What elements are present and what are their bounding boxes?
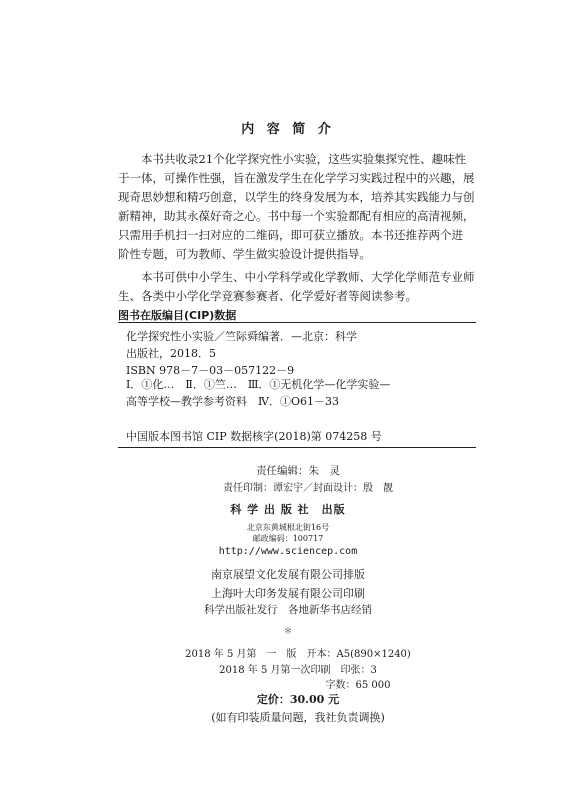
distributor: 科学出版社发行 各地新华书店经销 bbox=[204, 604, 372, 616]
quality-notice: (如有印装质量问题，我社负责调换) bbox=[211, 711, 385, 724]
cip-entry-line: ISBN 978－7－03－057122－9 bbox=[126, 364, 295, 377]
typesetter: 南京展望文化发展有限公司排版 bbox=[211, 568, 365, 581]
publisher-address: 北京东黄城根北街16号 bbox=[246, 523, 330, 532]
publisher-url: http://www.sciencep.com bbox=[218, 546, 358, 557]
cip-entry bbox=[126, 328, 476, 379]
postcode: 邮政编码：100717 bbox=[252, 534, 324, 543]
intro-line: 新精神，助其永葆好奇之心。书中每一个实验都配有相应的高清视频， bbox=[118, 209, 475, 223]
intro-line: 阶性专题，可为教师、学生做实验设计提供指导。 bbox=[118, 247, 371, 261]
cip-record-number: 中国版本图书馆 CIP 数据核字(2018)第 074258 号 bbox=[126, 430, 382, 443]
audience-line: 本书可供中小学生、中小学科学或化学教师、大学化学师范专业师 bbox=[118, 270, 475, 284]
cip-subject-line: Ⅰ．①化… Ⅱ．①竺… Ⅲ．①无机化学—化学实验— bbox=[126, 378, 391, 391]
intro-line: 只需用手机扫一扫对应的二维码，即可获立播放。本书还推荐两个进 bbox=[118, 228, 463, 242]
printing-info: 2018 年 5 月第一次印刷 印张：3 bbox=[219, 665, 377, 676]
word-count: 字数：65 000 bbox=[325, 680, 391, 691]
audience-paragraph bbox=[118, 268, 474, 306]
intro-line: 现奇思妙想和精巧创意，以学生的终身发展为本，培养其实践能力与创 bbox=[118, 190, 475, 204]
audience-line: 生、各类中小学化学竞赛参赛者、化学爱好者等阅读参考。 bbox=[118, 289, 417, 303]
cip-entry-line: 出版社，2018．5 bbox=[126, 347, 216, 360]
cip-top-rule bbox=[118, 322, 476, 323]
editor-credit: 责任编辑：朱 灵 bbox=[256, 465, 340, 477]
design-credit: 责任印制：谭宏宇／封面设计：殷 靓 bbox=[223, 483, 393, 494]
cip-entry-line: 化学探究性小实验／竺际舜编著．—北京：科学 bbox=[126, 330, 357, 343]
cip-subject-line: 高等学校—教学参考资料 Ⅳ．①O61－33 bbox=[126, 395, 340, 408]
cip-subjects bbox=[126, 376, 476, 410]
publisher-name: 科 学 出 版 社 出版 bbox=[230, 503, 346, 516]
intro-line: 于一体，可操作性强，旨在激发学生在化学学习实践过程中的兴趣，展 bbox=[118, 171, 475, 185]
cip-bottom-rule bbox=[118, 447, 476, 448]
intro-paragraph bbox=[118, 150, 474, 264]
separator-star: ＊ bbox=[283, 627, 293, 637]
price: 定价：30.00 元 bbox=[256, 693, 340, 706]
intro-line: 本书共收录21个化学探究性小实验，这些实验集探究性、趣味性 bbox=[118, 152, 467, 166]
cip-heading: 图书在版编目(CIP)数据 bbox=[118, 309, 237, 322]
summary-title: 内 容 简 介 bbox=[241, 122, 335, 137]
edition-info: 2018 年 5 月第 一 版 开本：A5(890×1240) bbox=[185, 649, 411, 660]
printer: 上海叶大印务发展有限公司印刷 bbox=[211, 587, 365, 600]
